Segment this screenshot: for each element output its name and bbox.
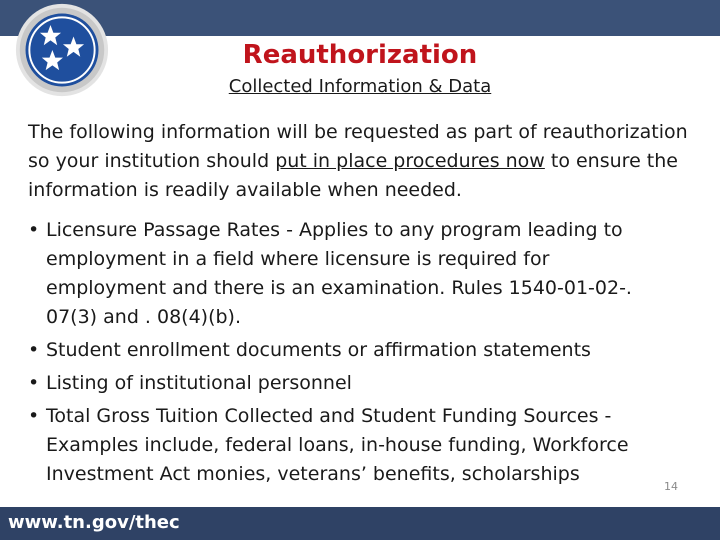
list-item xyxy=(28,369,668,398)
intro-underlined-text: put in place procedures now xyxy=(275,150,545,172)
list-item xyxy=(28,216,668,332)
bullet-icon: • xyxy=(28,219,40,241)
list-item-text: Licensure Passage Rates - Applies to any program leading to employment in a field where licensure is required for employment and there is an examination. Rules 1540-01-02-. 07(3) and . 08(4)(b). xyxy=(46,219,632,328)
page-title: Reauthorization xyxy=(242,40,478,70)
bullet-icon: • xyxy=(28,372,40,394)
list-item xyxy=(28,402,668,489)
intro-text-part-2: to ensure the information is readily available when needed. xyxy=(28,150,678,201)
list-item-text: Student enrollment documents or affirmation statements xyxy=(46,339,591,361)
page-number: 14 xyxy=(664,480,678,493)
tennessee-tristar-logo xyxy=(14,2,110,98)
list-item xyxy=(28,336,668,365)
page-subtitle: Collected Information & Data xyxy=(228,76,492,97)
bullet-icon: • xyxy=(28,405,40,427)
footer-bar xyxy=(0,507,720,540)
intro-paragraph xyxy=(28,118,688,205)
list-item-text: Listing of institutional personnel xyxy=(46,372,352,394)
bullet-icon: • xyxy=(28,339,40,361)
intro-text-part-1: The following information will be requested as part of reauthorization so your institution should xyxy=(28,121,688,172)
footer-url-link[interactable]: www.tn.gov/thec xyxy=(8,512,180,533)
requirements-list xyxy=(28,216,668,493)
list-item-text: Total Gross Tuition Collected and Student Funding Sources - Examples include, federal loans, in-house funding, Workforce Investment Act monies, veterans’ benefits, scholarships xyxy=(46,405,629,485)
